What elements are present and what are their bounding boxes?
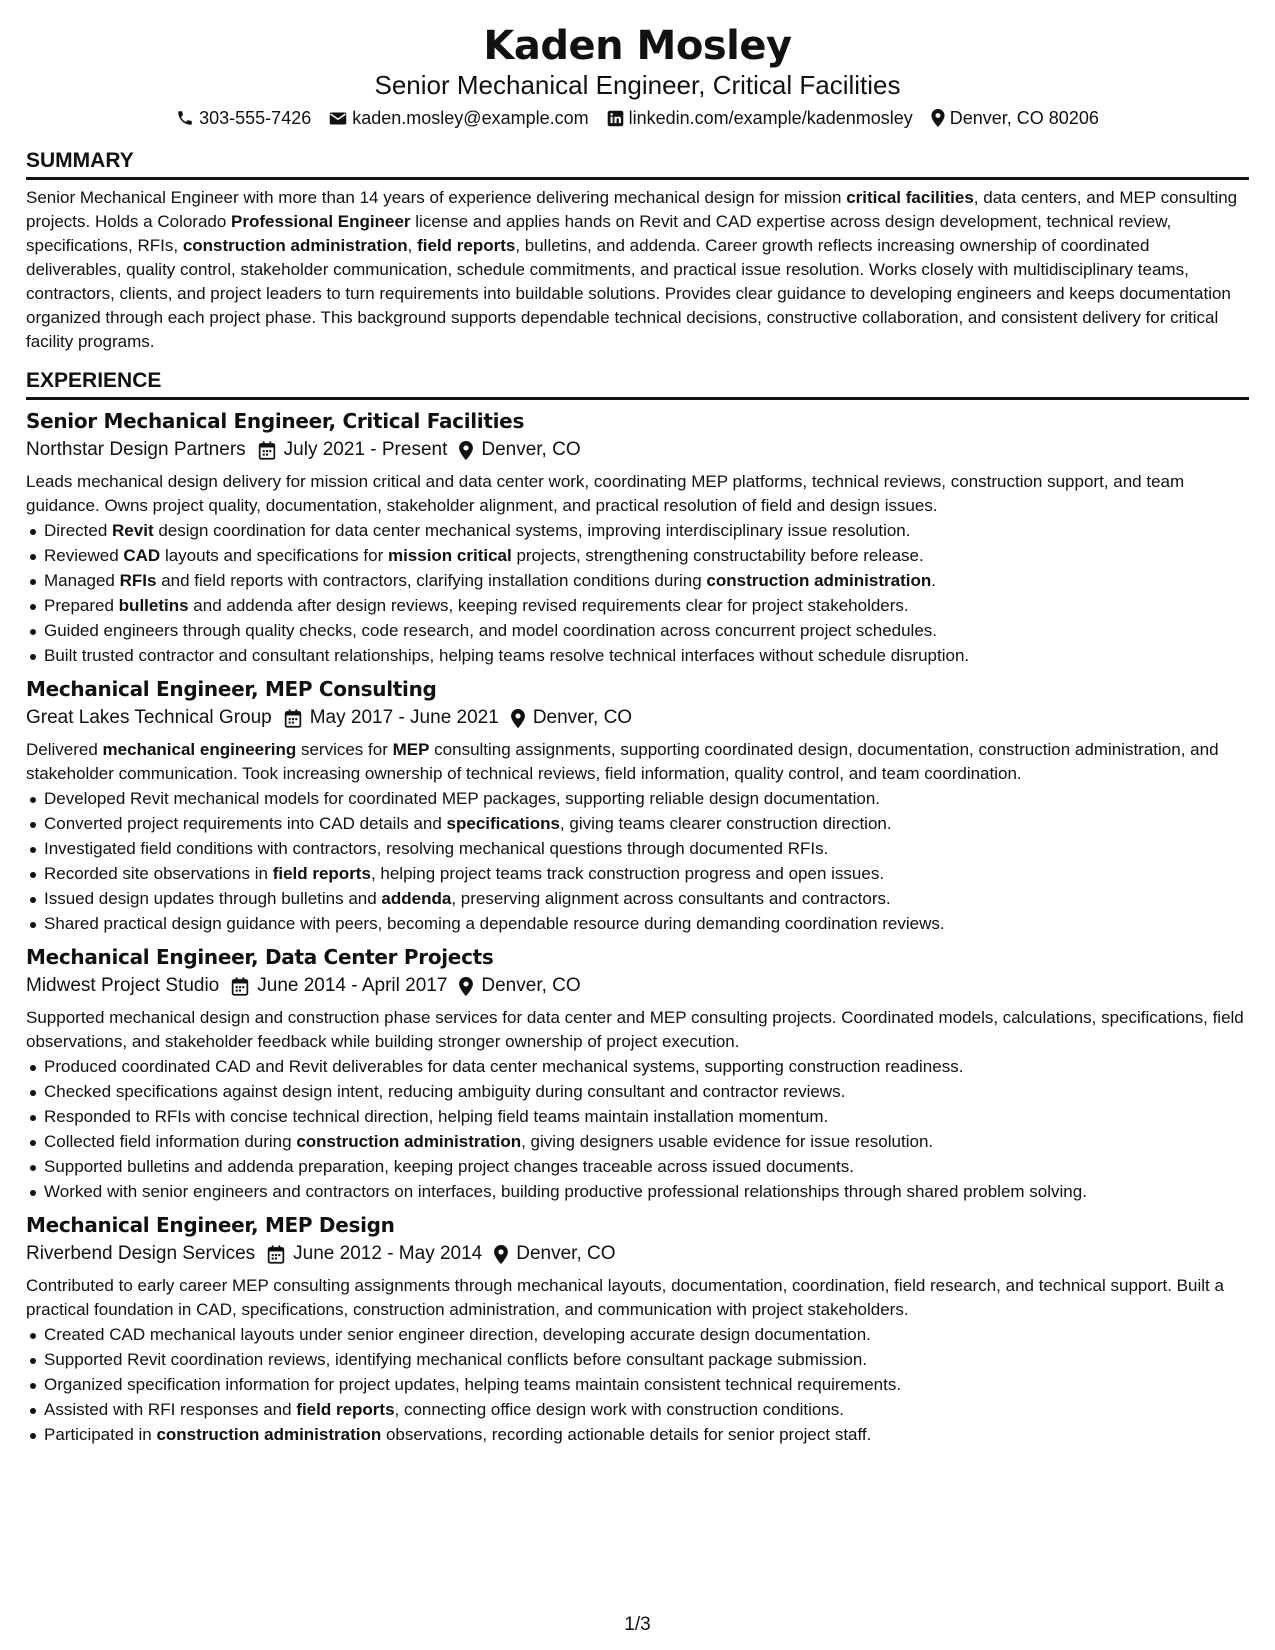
job-entry	[26, 407, 1249, 668]
job-bullet: Recorded site observations in field reports, helping project teams track construction progress and open issues.	[26, 862, 1249, 886]
summary-text: Senior Mechanical Engineer with more than 14 years of experience delivering mechanical design for mission critical facilities, data centers, and MEP consulting projects. Holds a Colorado Professional Engineer license and applies hands on Revit and CAD expertise across design development, technical review, specifications, RFIs, construction administration, field reports, bulletins, and addenda. Career growth reflects increasing ownership of coordinated deliverables, quality control, stakeholder communication, schedule commitments, and practical issue resolution. Works closely with multidisciplinary teams, contractors, clients, and project leaders to turn requirements into buildable solutions. Provides clear guidance to developing engineers and keeps documentation organized through each project phase. This background supports dependable technical decisions, constructive collaboration, and consistent delivery for critical facility programs.	[26, 188, 1238, 351]
calendar-icon	[258, 441, 276, 460]
calendar-icon	[284, 709, 302, 728]
job-description: Delivered mechanical engineering services for MEP consulting assignments, supporting coordinated design, documentation, construction administration, and stakeholder communication. Took increasing ownership of technical reviews, field information, quality control, and team coordination.	[26, 740, 1219, 783]
job-location: Denver, CO	[516, 1243, 616, 1264]
job-company: Northstar Design Partners	[26, 439, 246, 460]
job-bullet: Participated in construction administration observations, recording actionable details for senior project staff.	[26, 1423, 1249, 1447]
job-company: Midwest Project Studio	[26, 975, 220, 996]
phone-icon	[176, 109, 194, 127]
email-link[interactable]: kaden.mosley@example.com	[352, 108, 589, 128]
job-meta	[26, 971, 1249, 1001]
contact-row	[26, 106, 1249, 130]
job-bullet: Supported Revit coordination reviews, identifying mechanical conflicts before consultant package submission.	[26, 1348, 1249, 1372]
summary-heading: SUMMARY	[26, 148, 1249, 180]
map-pin-icon	[511, 709, 525, 728]
job-bullets	[26, 1323, 1249, 1447]
linkedin-icon	[607, 110, 624, 127]
job-bullets	[26, 1055, 1249, 1204]
job-dates: July 2021 - Present	[283, 439, 448, 460]
contact-linkedin[interactable]	[607, 106, 913, 130]
job-bullet: Worked with senior engineers and contractors on interfaces, building productive professional relationships through shared problem solving.	[26, 1180, 1249, 1204]
job-bullet: Issued design updates through bulletins and addenda, preserving alignment across consultants and contractors.	[26, 887, 1249, 911]
job-location: Denver, CO	[481, 975, 581, 996]
calendar-icon	[231, 977, 249, 996]
job-bullets	[26, 787, 1249, 936]
job-dates: June 2014 - April 2017	[257, 975, 448, 996]
contact-email[interactable]	[329, 106, 588, 130]
job-entry	[26, 943, 1249, 1204]
job-description: Supported mechanical design and construction phase services for data center and MEP consulting projects. Coordinated models, calculations, specifications, field observations, and stakeholder feedback while building stronger ownership of project execution.	[26, 1008, 1244, 1051]
job-meta	[26, 1239, 1249, 1269]
job-bullet: Directed Revit design coordination for data center mechanical systems, improving interdisciplinary issue resolution.	[26, 519, 1249, 543]
map-pin-icon	[494, 1245, 508, 1264]
job-description: Leads mechanical design delivery for mission critical and data center work, coordinating MEP platforms, technical reviews, construction support, and team guidance. Owns project quality, documentation, stakeholder alignment, and practical resolution of field and design issues.	[26, 472, 1185, 515]
experience-heading: EXPERIENCE	[26, 368, 1249, 400]
job-bullet: Supported bulletins and addenda preparation, keeping project changes traceable across issued documents.	[26, 1155, 1249, 1179]
job-location: Denver, CO	[532, 707, 633, 728]
job-meta	[26, 435, 1249, 465]
job-company: Riverbend Design Services	[26, 1243, 256, 1264]
job-bullet: Responded to RFIs with concise technical direction, helping field teams maintain installation momentum.	[26, 1105, 1249, 1129]
location-text: Denver, CO 80206	[949, 108, 1099, 128]
job-title: Senior Mechanical Engineer, Critical Facilities	[26, 409, 525, 433]
job-title: Mechanical Engineer, MEP Consulting	[26, 677, 437, 701]
experience-list	[26, 407, 1249, 1447]
phone-text: 303-555-7426	[199, 108, 312, 128]
linkedin-link[interactable]: linkedin.com/example/kadenmosley	[628, 108, 913, 128]
job-dates: May 2017 - June 2021	[309, 707, 499, 728]
job-bullets	[26, 519, 1249, 668]
job-bullet: Investigated field conditions with contractors, resolving mechanical questions through documented RFIs.	[26, 837, 1249, 861]
job-bullet: Reviewed CAD layouts and specifications for mission critical projects, strengthening constructability before release.	[26, 544, 1249, 568]
contact-phone	[176, 106, 311, 130]
job-bullet: Built trusted contractor and consultant relationships, helping teams resolve technical interfaces without schedule disruption.	[26, 644, 1249, 668]
job-bullet: Organized specification information for project updates, helping teams maintain consistent technical requirements.	[26, 1373, 1249, 1397]
job-bullet: Assisted with RFI responses and field reports, connecting office design work with construction conditions.	[26, 1398, 1249, 1422]
job-bullet: Created CAD mechanical layouts under senior engineer direction, developing accurate design documentation.	[26, 1323, 1249, 1347]
contact-location	[931, 106, 1099, 130]
job-meta	[26, 703, 1249, 733]
job-description: Contributed to early career MEP consulting assignments through mechanical layouts, documentation, coordination, field research, and technical support. Built a practical foundation in CAD, specifications, construction administration, and communication with project stakeholders.	[26, 1276, 1224, 1319]
job-bullet: Shared practical design guidance with peers, becoming a dependable resource during demanding coordination reviews.	[26, 912, 1249, 936]
job-bullet: Collected field information during construction administration, giving designers usable evidence for issue resolution.	[26, 1130, 1249, 1154]
job-bullet: Guided engineers through quality checks, code research, and model coordination across concurrent project schedules.	[26, 619, 1249, 643]
job-bullet: Prepared bulletins and addenda after design reviews, keeping revised requirements clear for project stakeholders.	[26, 594, 1249, 618]
candidate-headline: Senior Mechanical Engineer, Critical Facilities	[374, 70, 901, 100]
job-bullet: Checked specifications against design intent, reducing ambiguity during consultant and contractor reviews.	[26, 1080, 1249, 1104]
job-bullet: Produced coordinated CAD and Revit deliverables for data center mechanical systems, supporting construction readiness.	[26, 1055, 1249, 1079]
job-dates: June 2012 - May 2014	[293, 1243, 483, 1264]
map-pin-icon	[931, 109, 945, 127]
candidate-name: Kaden Mosley	[483, 23, 792, 69]
job-entry	[26, 675, 1249, 936]
job-entry	[26, 1211, 1249, 1447]
envelope-icon	[329, 111, 347, 126]
job-title: Mechanical Engineer, MEP Design	[26, 1213, 395, 1237]
job-bullet: Developed Revit mechanical models for coordinated MEP packages, supporting reliable design documentation.	[26, 787, 1249, 811]
calendar-icon	[267, 1245, 285, 1264]
map-pin-icon	[459, 977, 473, 996]
job-title: Mechanical Engineer, Data Center Projects	[26, 945, 494, 969]
page-number: 1/3	[624, 1614, 651, 1635]
job-location: Denver, CO	[481, 439, 581, 460]
job-bullet: Managed RFIs and field reports with contractors, clarifying installation conditions during construction administration.	[26, 569, 1249, 593]
job-company: Great Lakes Technical Group	[26, 707, 272, 728]
map-pin-icon	[459, 441, 473, 460]
job-bullet: Converted project requirements into CAD details and specifications, giving teams clearer construction direction.	[26, 812, 1249, 836]
